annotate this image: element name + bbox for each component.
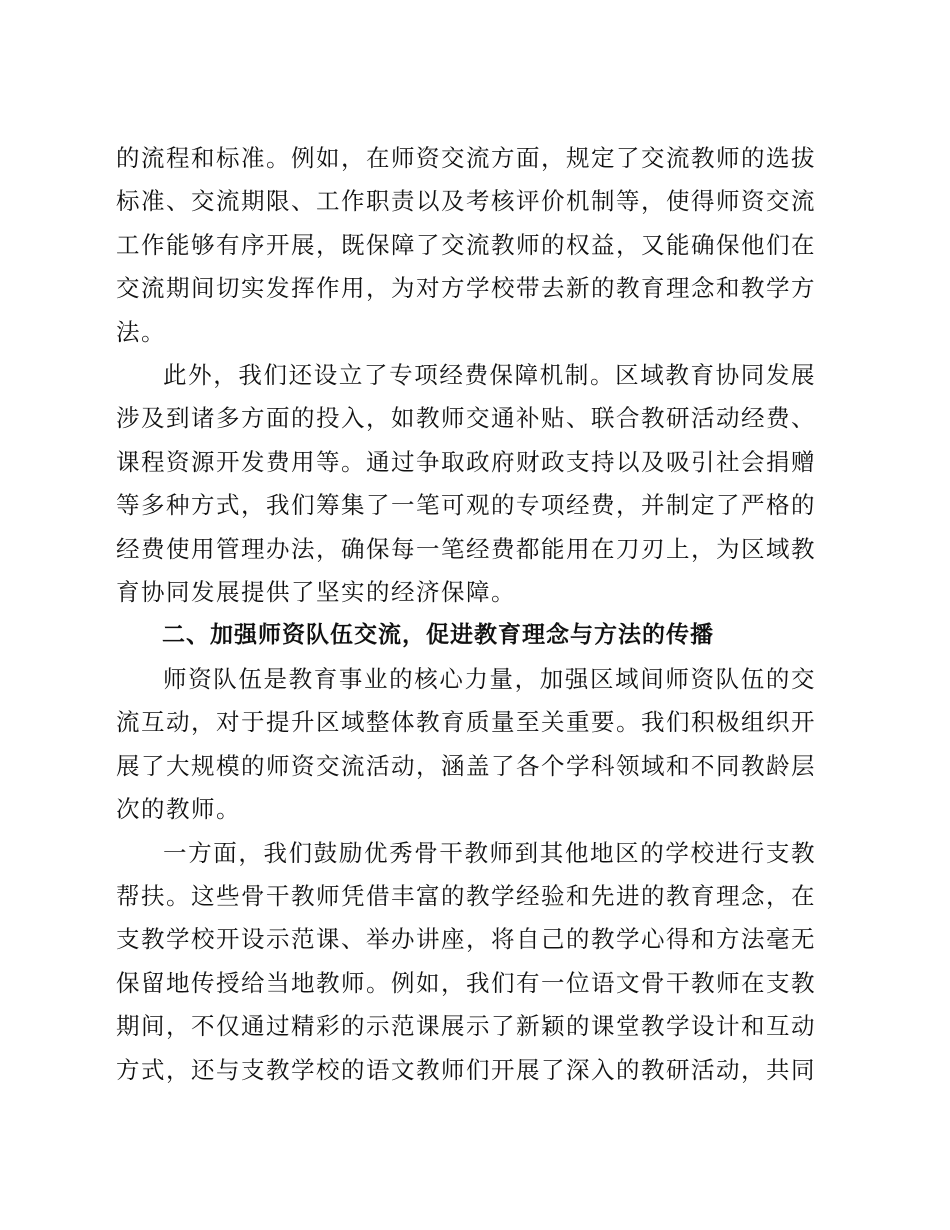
- section-heading: 二、加强师资队伍交流，促进教育理念与方法的传播: [162, 622, 714, 649]
- paragraph-support-teaching: 一方面，我们鼓励优秀骨干教师到其他地区的学校进行支教帮扶。这些骨干教师凭借丰富的教学经验和先进的教育理念，在支教学校开设示范课、举办讲座，将自己的教学心得和方法毫无保留地传授给当地教师。例如，我们有一位语文骨干教师在支教期间，不仅通过精彩的示范课展示了新颖的课堂教学设计和互动方式，还与支教学校的语文教师们开展了深入的教研活动，共同: [116, 838, 816, 1084]
- document-body: [116, 137, 816, 1092]
- paragraph-teacher-exchange-intro: 师资队伍是教育事业的核心力量，加强区域间师资队伍的交流互动，对于提升区域整体教育质量至关重要。我们积极组织开展了大规模的师资交流活动，涵盖了各个学科领域和不同教龄层次的教师。: [116, 664, 816, 824]
- paragraph-continuation: 的流程和标准。例如，在师资交流方面，规定了交流教师的选拔标准、交流期限、工作职责以及考核评价机制等，使得师资交流工作能够有序开展，既保障了交流教师的权益，又能确保他们在交流期间切实发挥作用，为对方学校带去新的教育理念和教学方法。: [116, 144, 816, 346]
- paragraph-funding-mechanism: 此外，我们还设立了专项经费保障机制。区域教育协同发展涉及到诸多方面的投入，如教师交通补贴、联合教研活动经费、课程资源开发费用等。通过争取政府财政支持以及吸引社会捐赠等多种方式，我们筹集了一笔可观的专项经费，并制定了严格的经费使用管理办法，确保每一笔经费都能用在刀刃上，为区域教育协同发展提供了坚实的经济保障。: [116, 361, 816, 607]
